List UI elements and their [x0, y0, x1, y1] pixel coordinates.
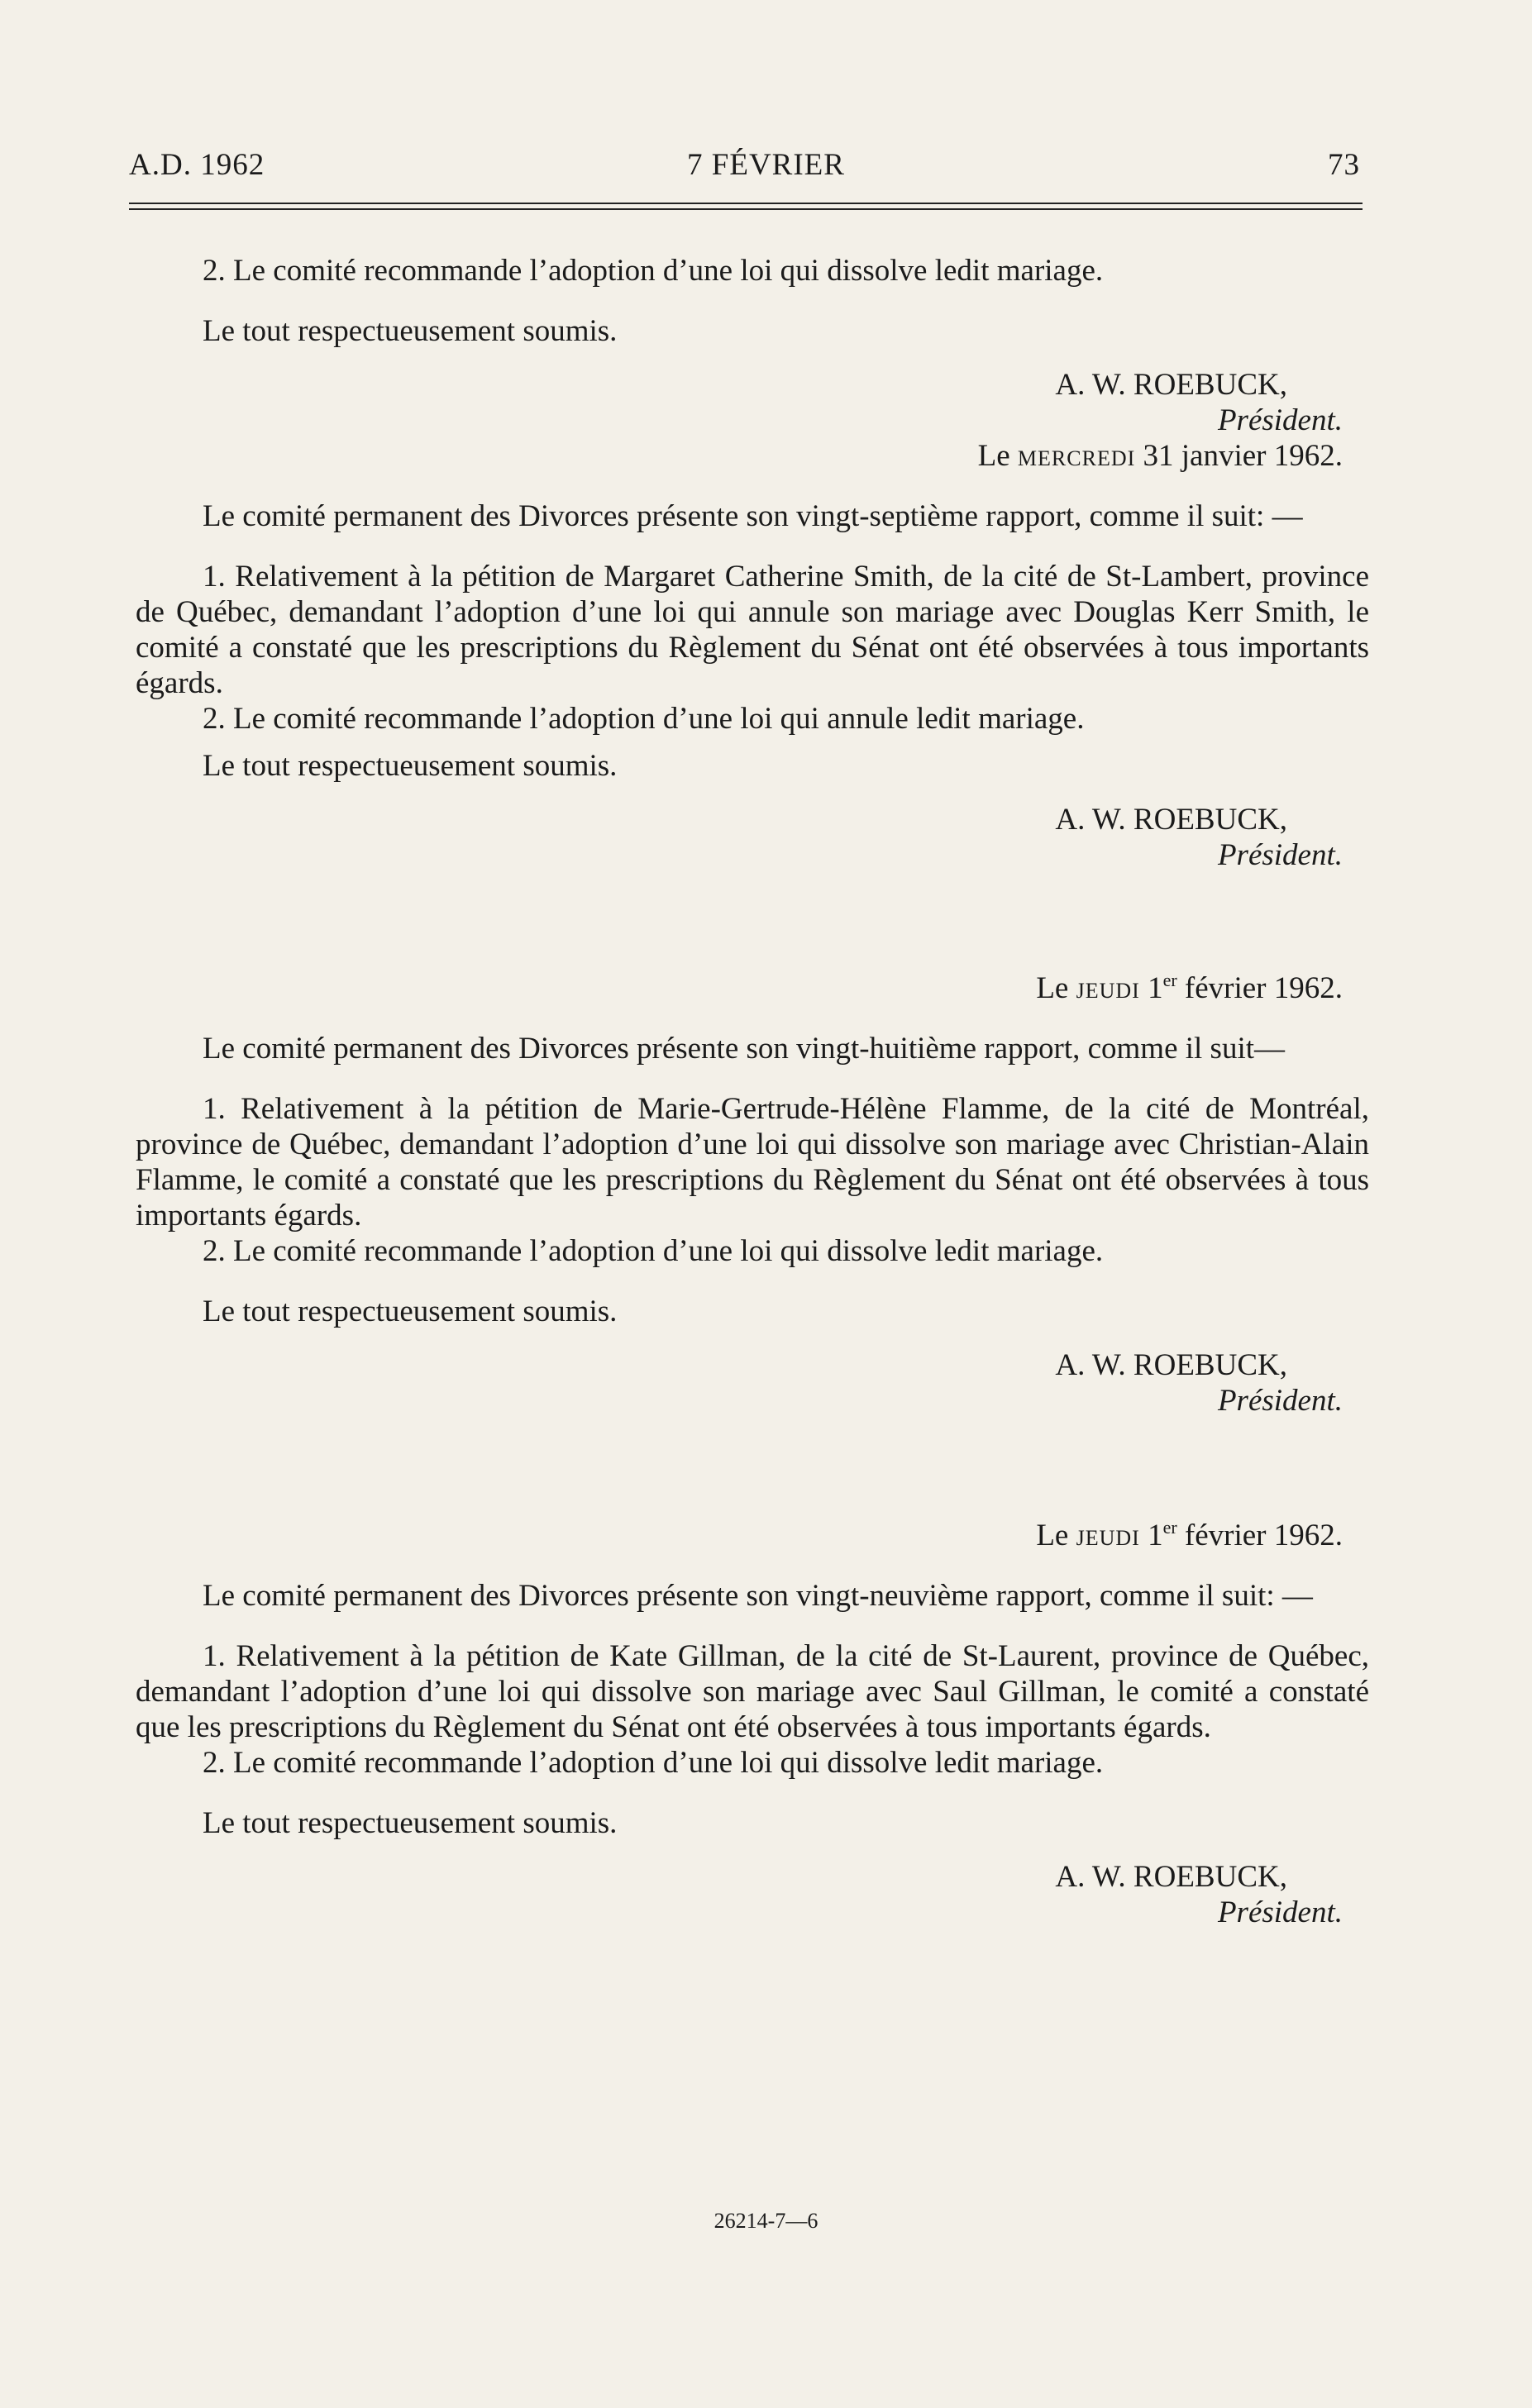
header-date: 7 FÉVRIER	[687, 148, 845, 182]
item-2: 2. Le comité recommande l’adoption d’une loi qui annule ledit mariage.	[203, 702, 1085, 736]
signature-title: Président.	[1217, 1384, 1343, 1418]
date-rest: février 1962.	[1184, 1519, 1343, 1552]
signature-name: A. W. ROEBUCK,	[1055, 803, 1287, 837]
report-28	[136, 970, 1369, 1419]
signature-title: Président.	[1217, 403, 1343, 437]
report-intro: Le comité permanent des Divorces présente son vingt-neuvième rapport, comme il suit: —	[203, 1579, 1313, 1613]
submitted-line: Le tout respectueusement soumis.	[203, 314, 618, 348]
report-date	[136, 438, 1369, 474]
signature-name: A. W. ROEBUCK,	[1055, 1860, 1287, 1894]
report-continuation	[136, 253, 1369, 438]
report-intro: Le comité permanent des Divorces présente son vingt-septième rapport, comme il suit: —	[203, 499, 1303, 533]
signature-name: A. W. ROEBUCK,	[1055, 368, 1287, 402]
header-rule-bottom	[129, 208, 1363, 210]
date-rest: février 1962.	[1184, 971, 1343, 1005]
date-prefix: Le	[1036, 1519, 1069, 1552]
signature-title: Président.	[1217, 838, 1343, 872]
signature-title: Président.	[1217, 1895, 1343, 1929]
page-number: 73	[1328, 148, 1360, 182]
date-weekday: jeudi	[1076, 1519, 1140, 1552]
report-date	[136, 1518, 1369, 1553]
header-year: A.D. 1962	[129, 148, 265, 182]
report-27	[136, 438, 1369, 873]
item-2: 2. Le comité recommande l’adoption d’une loi qui dissolve ledit mariage.	[203, 1234, 1104, 1268]
report-intro: Le comité permanent des Divorces présente son vingt-huitième rapport, comme il suit—	[203, 1032, 1286, 1066]
report-date	[136, 970, 1369, 1006]
item-1: 1. Relativement à la pétition de Kate Gillman, de la cité de St-Laurent, province de Québec, demandant l’adoption d’une loi qui dissolve son mariage avec Saul Gillman, le comité a constaté que les prescriptions du Règlement du Sénat ont été observées à tous importants égards.	[136, 1639, 1369, 1744]
date-day-suffix: er	[1162, 1517, 1177, 1538]
report-29	[136, 1518, 1369, 1930]
submitted-line: Le tout respectueusement soumis.	[203, 1806, 618, 1840]
submitted-line: Le tout respectueusement soumis.	[203, 1295, 618, 1328]
date-day: 1	[1148, 1519, 1163, 1552]
header-rule-top	[129, 203, 1363, 204]
submitted-line: Le tout respectueusement soumis.	[203, 749, 618, 783]
item-1: 1. Relativement à la pétition de Marie-Gertrude-Hélène Flamme, de la cité de Montréal, province de Québec, demandant l’adoption d’une loi qui dissolve son mariage avec Christian-Alain Flamme, le comité a constaté que les prescriptions du Règlement du Sénat ont été observées à tous importants égards.	[136, 1092, 1369, 1233]
date-weekday: jeudi	[1076, 971, 1140, 1005]
date-weekday: mercredi	[1017, 439, 1136, 473]
footer-code: 26214-7—6	[714, 2209, 818, 2233]
date-day-suffix: er	[1162, 970, 1177, 990]
date-day: 1	[1148, 971, 1163, 1005]
item-1: 1. Relativement à la pétition de Margaret Catherine Smith, de la cité de St-Lambert, province de Québec, demandant l’adoption d’une loi qui annule son mariage avec Douglas Kerr Smith, le comité a constaté que les prescriptions du Règlement du Sénat ont été observées à tous importants égards.	[136, 560, 1369, 700]
document-body	[136, 253, 1369, 1930]
signature-name: A. W. ROEBUCK,	[1055, 1348, 1287, 1382]
date-prefix: Le	[977, 439, 1010, 473]
date-prefix: Le	[1036, 971, 1069, 1005]
item-2: 2. Le comité recommande l’adoption d’une loi qui dissolve ledit mariage.	[203, 254, 1104, 288]
item-2: 2. Le comité recommande l’adoption d’une loi qui dissolve ledit mariage.	[203, 1746, 1104, 1780]
date-rest: 31 janvier 1962.	[1143, 439, 1343, 473]
